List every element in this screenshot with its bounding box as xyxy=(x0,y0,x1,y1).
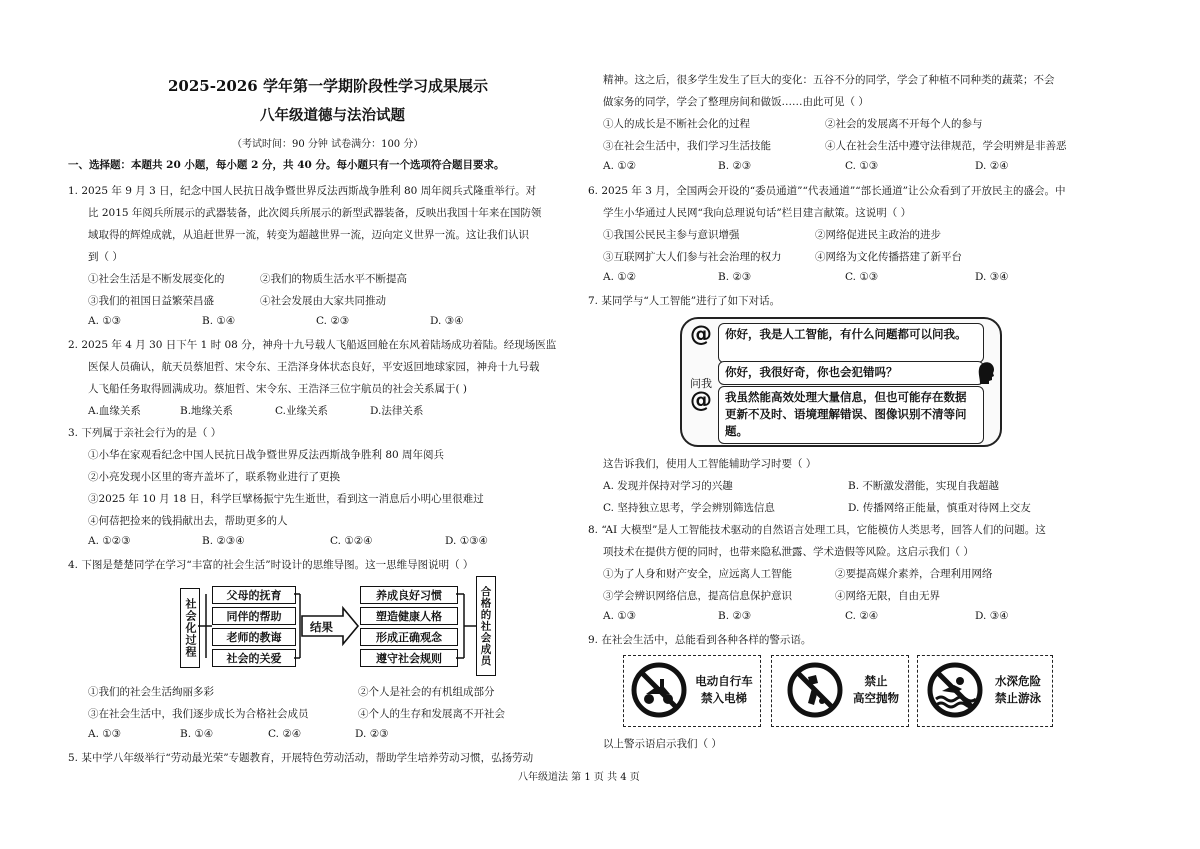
sign2-line2: 高空抛物 xyxy=(853,691,899,705)
q3-line1: 3. 下列属于亲社会行为的是（ ） xyxy=(68,427,222,439)
q6-option-4: ④网络为文化传播搭建了新平台 xyxy=(815,251,962,263)
q1-option-2: ②我们的物质生活水平不断提高 xyxy=(260,273,407,285)
q3-option-3: ③2025 年 10 月 18 日，科学巨擘杨振宁先生逝世，看到这一消息后小明心里很难过 xyxy=(88,493,484,505)
section-heading: 一、选择题：本题共 20 小题，每小题 2 分，共 40 分。每小题只有一个选项符合题目要求。 xyxy=(68,159,505,171)
ai-at-icon: @ xyxy=(690,322,712,347)
q5-option-2: ②社会的发展离不开每个人的参与 xyxy=(825,118,983,130)
mindmap-result: 结果 xyxy=(310,620,333,634)
page-title: 2025-2026 学年第一学期阶段性学习成果展示 xyxy=(168,77,488,95)
exam-info: （考试时间：90 分钟 试卷满分：100 分） xyxy=(232,139,424,150)
q8-line1: 8. “AI 大模型”是人工智能技术驱动的自然语言处理工具，它能模仿人类思考，回答人们的问题。这 xyxy=(588,524,1046,536)
q8-answer-b: B. ②③ xyxy=(718,610,752,622)
q2-answer-d: D.法律关系 xyxy=(370,405,424,417)
q4-answer-c: C. ②④ xyxy=(268,728,302,740)
q3-option-4: ④何蓓把捡来的钱捐献出去，帮助更多的人 xyxy=(88,515,288,527)
ask-label: 问我 xyxy=(690,377,712,390)
q2-answer-a: A.血缘关系 xyxy=(88,405,141,417)
q4-option-2: ②个人是社会的有机组成部分 xyxy=(358,686,495,698)
q5-option-4: ④人在社会生活中遵守法律规范，学会明辨是非善恶 xyxy=(825,140,1067,152)
q6-answer-b: B. ②③ xyxy=(718,271,752,283)
q7-option-a: A. 发现并保持对学习的兴趣 xyxy=(603,480,733,492)
sign2-text xyxy=(846,673,906,707)
sign3-line2: 禁止游泳 xyxy=(995,691,1041,705)
mindmap-output-2: 塑造健康人格 xyxy=(360,607,458,625)
q8-option-4: ④网络无限，自由无界 xyxy=(835,590,940,602)
q1-line2: 比 2015 年阅兵所展示的武器装备，此次阅兵所展示的新型武器装备，反映出我国十年来在国防领 xyxy=(88,207,542,219)
no-throwing-icon xyxy=(786,661,844,719)
q4-answer-b: B. ①④ xyxy=(180,728,214,740)
page-subtitle: 八年级道德与法治试题 xyxy=(260,107,405,124)
q5-line3: 做家务的同学，学会了整理房间和做饭……由此可见（ ） xyxy=(603,96,869,108)
mindmap-output-4: 遵守社会规则 xyxy=(360,649,458,667)
q9-line1: 9. 在社会生活中，总能看到各种各样的警示语。 xyxy=(588,634,812,646)
q2-line2: 医保人员确认，航天员蔡旭哲、宋令东、王浩泽身体状态良好，平安返回地球家园，神舟十九号载 xyxy=(88,361,540,373)
q8-answer-d: D. ③④ xyxy=(975,610,1009,622)
sign3-text xyxy=(986,673,1050,707)
q4-answer-a: A. ①③ xyxy=(88,728,122,740)
q5-answer-c: C. ①③ xyxy=(845,160,879,172)
q6-answer-c: C. ①③ xyxy=(845,271,879,283)
mindmap-connectors-right xyxy=(456,586,478,668)
q4-answer-d: D. ②③ xyxy=(355,728,389,740)
mindmap-socialization: 社会化过程 xyxy=(180,588,200,668)
q8-option-3: ③学会辨识网络信息，提高信息保护意识 xyxy=(603,590,792,602)
q4-option-4: ④个人的生存和发展离不开社会 xyxy=(358,708,505,720)
q1-answer-d: D. ③④ xyxy=(430,315,464,327)
no-ebike-icon xyxy=(630,661,688,719)
mindmap-output-1: 养成良好习惯 xyxy=(360,586,458,604)
q9-line2: 以上警示语启示我们（ ） xyxy=(603,738,722,750)
q1-line3: 域取得的辉煌成就，从追赶世界一流，转变为超越世界一流，迈向定义世界一流。这让我们认识 xyxy=(88,229,529,241)
q8-option-1: ①为了人身和财产安全，应远离人工智能 xyxy=(603,568,792,580)
q8-answer-c: C. ②④ xyxy=(845,610,879,622)
q3-answer-c: C. ①②④ xyxy=(330,535,373,547)
q7-option-d: D. 传播网络正能量，慎重对待网上交友 xyxy=(848,502,1031,514)
mindmap-input-2: 同伴的帮助 xyxy=(212,607,296,625)
mindmap-input-1: 父母的抚育 xyxy=(212,586,296,604)
q6-line1: 6. 2025 年 3 月，全国两会开设的“委员通道”“代表通道”“部长通道”让公众看到了开放民主的盛会。中 xyxy=(588,185,1066,197)
q7-option-b: B. 不断激发潜能，实现自我超越 xyxy=(848,480,999,492)
q4-option-1: ①我们的社会生活绚丽多彩 xyxy=(88,686,214,698)
q2-line1: 2. 2025 年 4 月 30 日下午 1 时 08 分，神舟十九号载人飞船返回舱在东风着陆场成功着陆。经现场医监 xyxy=(68,339,557,351)
q8-line2: 项技术在提供方便的同时，也带来隐私泄露、学术造假等风险。这启示我们（ ） xyxy=(603,546,974,558)
q4-line1: 4. 下图是楚楚同学在学习“丰富的社会生活”时设计的思维导图。这一思维导图说明（ ） xyxy=(68,559,474,571)
sign1-text xyxy=(690,673,758,707)
q7-line1: 7. 某同学与“人工智能”进行了如下对话。 xyxy=(588,295,781,307)
sign3-line1: 水深危险 xyxy=(995,674,1041,688)
q4-option-3: ③在社会生活中，我们逐步成长为合格社会成员 xyxy=(88,708,309,720)
q1-answer-b: B. ①④ xyxy=(202,315,236,327)
ai-bubble-greeting: 你好，我是人工智能，有什么问题都可以问我。 xyxy=(718,323,984,363)
user-head-icon xyxy=(976,360,996,386)
sign1-line1: 电动自行车 xyxy=(695,674,753,688)
user-bubble-question: 你好，我很好奇，你也会犯错吗？ xyxy=(718,361,984,385)
q1-answer-c: C. ②③ xyxy=(316,315,350,327)
q1-answer-a: A. ①③ xyxy=(88,315,122,327)
q5-answer-b: B. ②③ xyxy=(718,160,752,172)
q6-option-3: ③互联网扩大人们参与社会治理的权力 xyxy=(603,251,782,263)
q6-option-1: ①我国公民民主参与意识增强 xyxy=(603,229,740,241)
mindmap-output-3: 形成正确观念 xyxy=(360,628,458,646)
mindmap-input-3: 老师的教诲 xyxy=(212,628,296,646)
q3-answer-b: B. ②③④ xyxy=(202,535,245,547)
q7-option-c: C. 坚持独立思考，学会辨别筛选信息 xyxy=(603,502,775,514)
q6-option-2: ②网络促进民主政治的进步 xyxy=(815,229,941,241)
mindmap-connectors xyxy=(198,586,368,668)
mindmap-input-4: 社会的关爱 xyxy=(212,649,296,667)
sign2-line1: 禁止 xyxy=(864,674,888,688)
sign1-line2: 禁入电梯 xyxy=(701,691,747,705)
q6-answer-d: D. ③④ xyxy=(975,271,1009,283)
ai-bubble-answer: 我虽然能高效处理大量信息，但也可能存在数据更新不及时、语境理解错误、图像识别不清等问题。 xyxy=(718,386,984,444)
q3-option-2: ②小亮发现小区里的寄卉盖坏了，联系物业进行了更换 xyxy=(88,471,340,483)
mindmap-qualified-member: 合格的社会成员 xyxy=(476,576,496,676)
q5-answer-a: A. ①② xyxy=(603,160,637,172)
q2-answer-b: B.地缘关系 xyxy=(180,405,234,417)
q1-option-4: ④社会发展由大家共同推动 xyxy=(260,295,386,307)
q5-line2: 精神。这之后，很多学生发生了巨大的变化：五谷不分的同学，学会了种植不同种类的蔬菜；不会 xyxy=(603,74,1055,86)
q1-line1: 1. 2025 年 9 月 3 日，纪念中国人民抗日战争暨世界反法西斯战争胜利 80 周年阅兵式隆重举行。对 xyxy=(68,185,537,197)
q5-line1: 5. 某中学八年级举行“劳动最光荣”专题教育，开展特色劳动活动，帮助学生培养劳动习惯，弘扬劳动 xyxy=(68,752,534,764)
q6-line2: 学生小华通过人民网“我向总理说句话”栏目建言献策。这说明（ ） xyxy=(603,207,912,219)
page-footer: 八年级道法 第 1 页 共 4 页 xyxy=(518,772,640,783)
q5-answer-d: D. ②④ xyxy=(975,160,1009,172)
no-swimming-icon xyxy=(926,661,984,719)
q1-option-3: ③我们的祖国日益繁荣昌盛 xyxy=(88,295,214,307)
q1-option-1: ①社会生活是不断发展变化的 xyxy=(88,273,225,285)
q8-answer-a: A. ①③ xyxy=(603,610,637,622)
q1-line4: 到（ ） xyxy=(88,251,123,263)
q2-line3: 人飞船任务取得圆满成功。蔡旭哲、宋令东、王浩泽三位宇航员的社会关系属于( ) xyxy=(88,383,468,395)
q3-answer-a: A. ①②③ xyxy=(88,535,131,547)
q3-option-1: ①小华在家观看纪念中国人民抗日战争暨世界反法西斯战争胜利 80 周年阅兵 xyxy=(88,449,445,461)
q3-answer-d: D. ①③④ xyxy=(445,535,488,547)
q5-option-1: ①人的成长是不断社会化的过程 xyxy=(603,118,750,130)
q7-line2: 这告诉我们，使用人工智能辅助学习时要（ ） xyxy=(603,458,817,470)
ai-at-icon-2: @ xyxy=(690,388,712,413)
q5-option-3: ③在社会生活中，我们学习生活技能 xyxy=(603,140,771,152)
q6-answer-a: A. ①② xyxy=(603,271,637,283)
q8-option-2: ②要提高媒介素养，合理利用网络 xyxy=(835,568,993,580)
q2-answer-c: C.业缘关系 xyxy=(275,405,328,417)
